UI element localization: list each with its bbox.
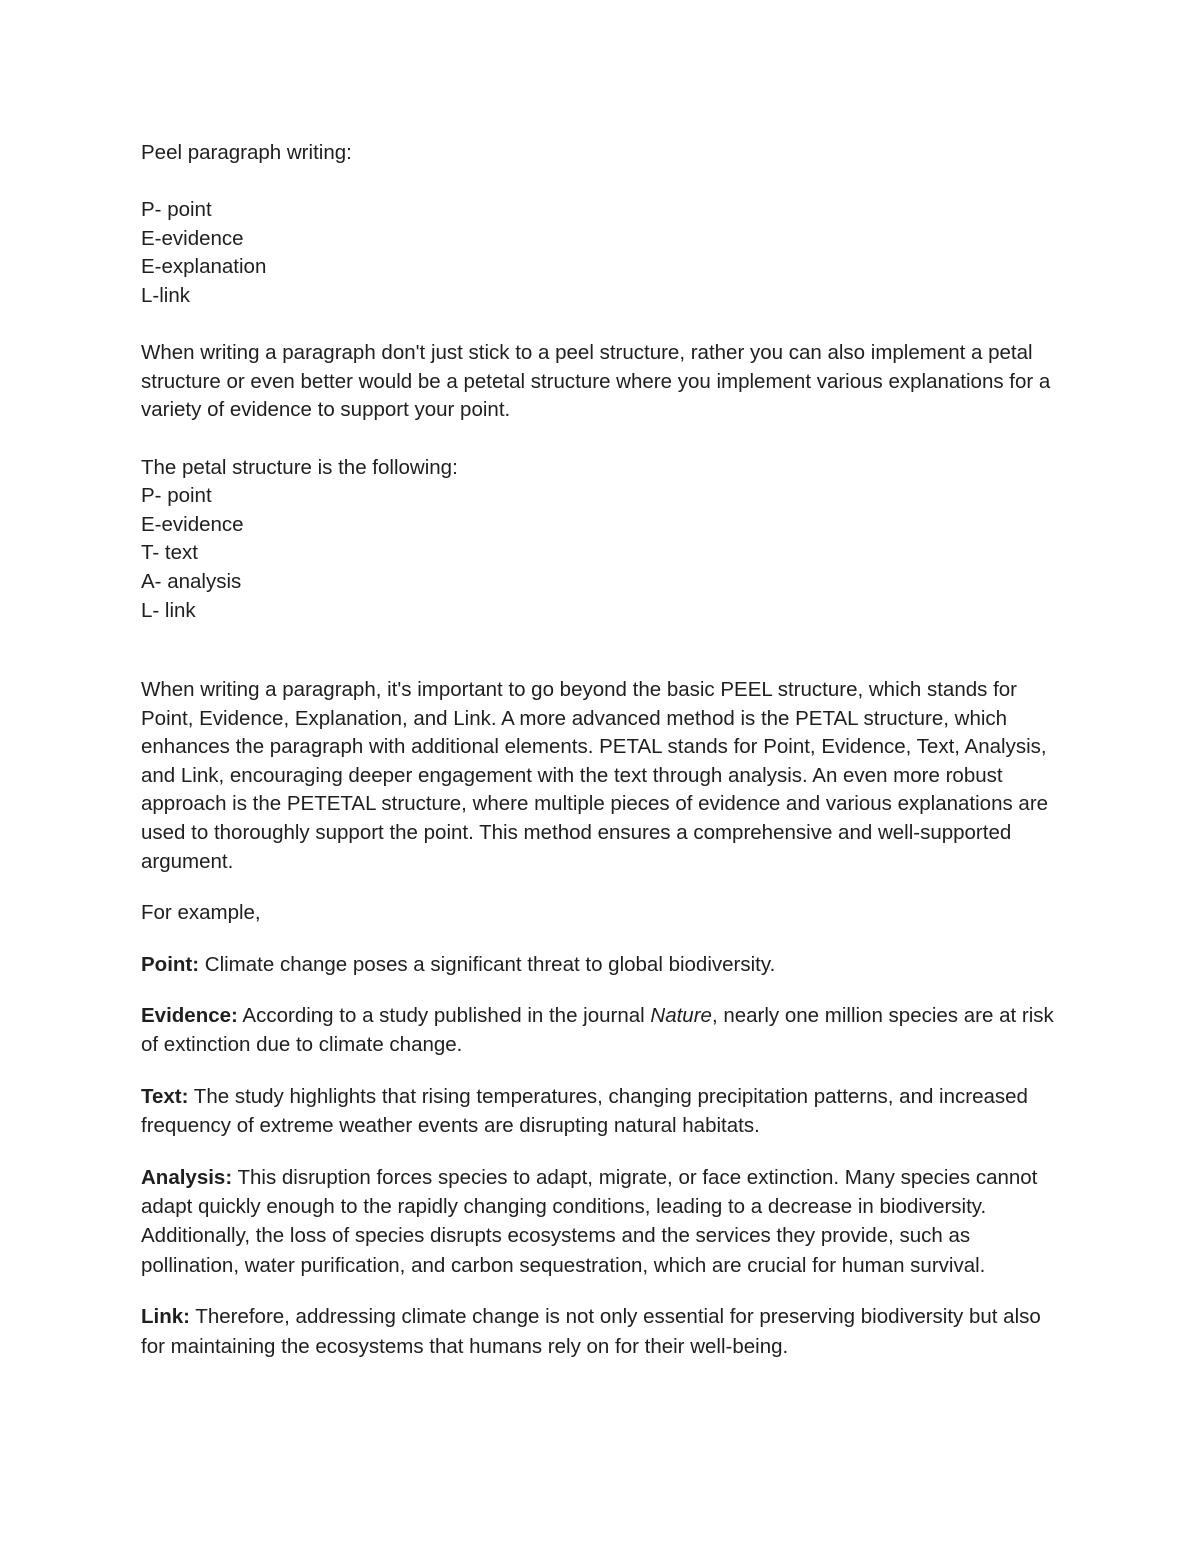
example-point [141, 950, 1061, 979]
spacer [141, 168, 1061, 197]
petal-item-evidence: E-evidence [141, 512, 244, 536]
example-text-body: The study highlights that rising temperatures, changing precipitation patterns, and increased frequency of extreme weather events are disrupting natural habitats. [141, 1084, 1028, 1138]
peel-item-evidence: E-evidence [141, 226, 244, 250]
petal-heading: The petal structure is the following: [141, 455, 458, 479]
example-evidence-text-after: , nearly one million species are at risk of extinction due to climate change. [141, 1004, 1054, 1057]
example-link-label: Link: [141, 1305, 190, 1329]
example-text-label: Text: [141, 1084, 189, 1108]
petal-item-point: P- point [141, 484, 212, 508]
petal-item-analysis: A- analysis [141, 569, 242, 593]
petal-item-link: L- link [141, 598, 196, 622]
example-text [141, 1082, 1061, 1141]
example-evidence-journal: Nature [650, 1004, 712, 1028]
example-evidence-text-before: According to a study published in the journal [237, 1004, 651, 1028]
document-title: Peel paragraph writing: [141, 141, 352, 164]
peel-list [141, 196, 1061, 310]
petal-list [141, 482, 1061, 625]
spacer [141, 876, 1061, 899]
example-analysis [141, 1163, 1061, 1281]
example-point-text: Climate change poses a significant threat to global biodiversity. [199, 952, 776, 976]
peel-item-link: L-link [141, 283, 190, 307]
petal-item-text: T- text [141, 541, 198, 565]
spacer [141, 625, 1061, 676]
document-page [141, 139, 1061, 1383]
example-analysis-label: Analysis: [141, 1165, 233, 1189]
example-analysis-text: This disruption forces species to adapt, migrate, or face extinction. Many species cannot adapt quickly enough to the rapidly changing conditions, leading to a decrease in biodiversity. Additionally, the loss of species disrupts ecosystems and the services they provide, such as pollination, water purification, and carbon sequestration, which are crucial for human survival. [141, 1165, 1038, 1277]
example-evidence [141, 1001, 1061, 1060]
example-link-text: Therefore, addressing climate change is not only essential for preserving biodiversity but also for maintaining the ecosystems that humans rely on for their well-being. [141, 1305, 1041, 1358]
spacer [141, 311, 1061, 340]
intro-paragraph: When writing a paragraph don't just stick to a peel structure, rather you can also implement a petal structure or even better would be a petetal structure where you implement various explanations for a variety of evidence to support your point. [141, 341, 1051, 422]
peel-item-explanation: E-explanation [141, 255, 267, 279]
example-point-label: Point: [141, 952, 200, 976]
example-evidence-label: Evidence: [141, 1004, 238, 1028]
peel-item-point: P- point [141, 198, 212, 222]
example-link [141, 1302, 1061, 1361]
example-intro: For example, [141, 901, 261, 925]
spacer [141, 425, 1061, 454]
summary-paragraph: When writing a paragraph, it's important to go beyond the basic PEEL structure, which stands for Point, Evidence, Explanation, and Link. A more advanced method is the PETAL structure, which enhances the paragraph with additional elements. PETAL stands for Point, Evidence, Text, Analysis, and Link, encouraging deeper engagement with the text through analysis. An even more robust approach is the PETETAL structure, where multiple pieces of evidence and various explanations are used to thoroughly support the point. This method ensures a comprehensive and well-supported argument. [141, 678, 1049, 873]
